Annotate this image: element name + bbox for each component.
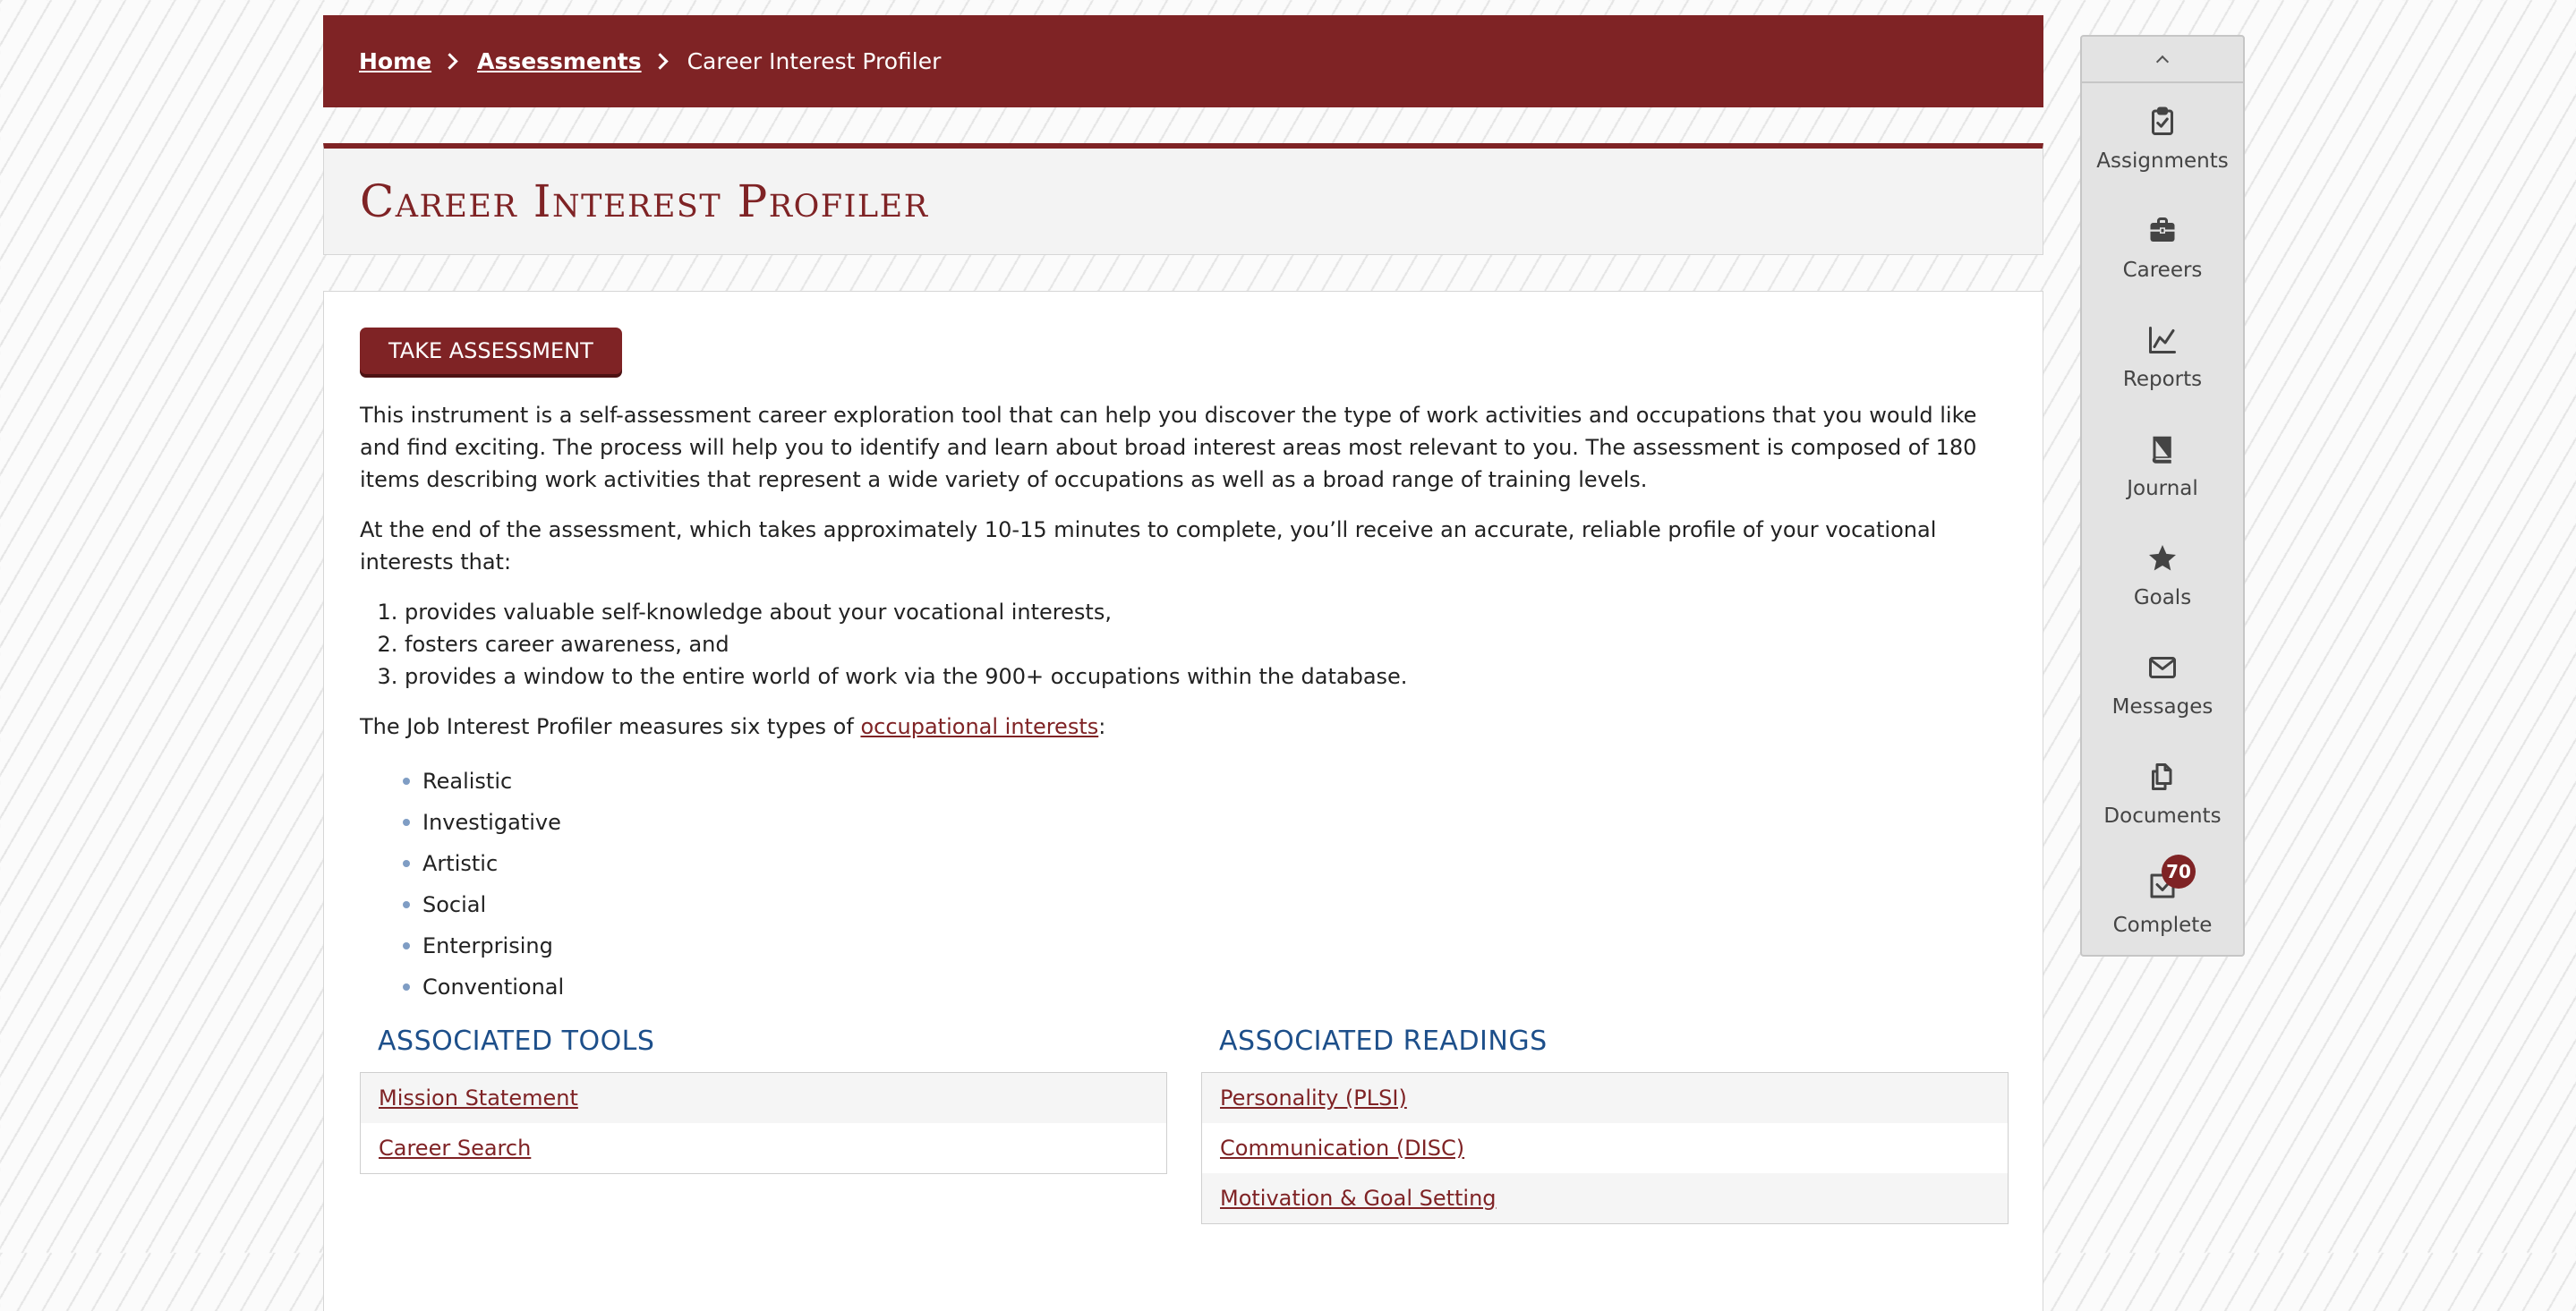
side-nav — [2080, 35, 2245, 957]
tool-link-mission-statement[interactable]: Mission Statement — [361, 1073, 1166, 1123]
chevron-right-icon — [652, 53, 668, 69]
content-panel — [323, 291, 2043, 1311]
page-title: Career Interest Profiler — [360, 175, 929, 227]
envelope-icon — [2145, 651, 2179, 685]
nav-item-journal[interactable] — [2082, 411, 2243, 520]
list-item: 2. fosters career awareness, and — [405, 628, 2007, 660]
star-icon — [2145, 541, 2179, 575]
associated-readings — [1201, 1026, 2009, 1224]
list-item: Realistic — [422, 761, 2007, 802]
breadcrumb-assessments-link[interactable]: Assessments — [477, 48, 642, 74]
nav-item-goals[interactable] — [2082, 520, 2243, 629]
main-column — [323, 15, 2043, 1311]
nav-label: Journal — [2127, 477, 2198, 500]
reading-link-motivation[interactable]: Motivation & Goal Setting — [1202, 1173, 2008, 1223]
breadcrumb — [323, 15, 2043, 107]
nav-label: Messages — [2111, 695, 2213, 719]
side-nav-collapse-button[interactable] — [2082, 37, 2243, 83]
measures-paragraph — [360, 711, 2007, 743]
associated-tools-list — [360, 1072, 1167, 1174]
list-item: 1. provides valuable self-knowledge about your vocational interests, — [405, 596, 2007, 628]
complete-count-badge: 70 — [2162, 855, 2196, 889]
associated-tools — [360, 1026, 1167, 1174]
associated-readings-heading: ASSOCIATED READINGS — [1219, 1026, 1548, 1057]
list-item: Enterprising — [422, 925, 2007, 966]
nav-label: Documents — [2103, 804, 2222, 828]
nav-item-careers[interactable] — [2082, 192, 2243, 302]
benefits-list — [360, 596, 2007, 693]
nav-item-documents[interactable] — [2082, 738, 2243, 847]
nav-item-reports[interactable] — [2082, 302, 2243, 411]
associated-tools-heading: ASSOCIATED TOOLS — [378, 1026, 655, 1057]
page-title-box — [323, 143, 2043, 255]
measures-text: The Job Interest Profiler measures six types of — [360, 714, 861, 739]
breadcrumb-current: Career Interest Profiler — [687, 48, 942, 74]
chevron-up-icon — [2156, 55, 2169, 68]
nav-label: Goals — [2133, 586, 2192, 609]
reading-link-personality[interactable]: Personality (PLSI) — [1202, 1073, 2008, 1123]
line-chart-icon — [2145, 323, 2179, 357]
nav-label: Careers — [2122, 259, 2203, 282]
nav-label: Assignments — [2096, 149, 2229, 173]
list-item: Investigative — [422, 802, 2007, 843]
tool-link-career-search[interactable]: Career Search — [361, 1123, 1166, 1173]
list-item: Conventional — [422, 966, 2007, 1008]
measures-suffix: : — [1098, 714, 1106, 739]
interest-types-list — [360, 761, 2007, 1008]
nav-item-messages[interactable] — [2082, 629, 2243, 738]
nav-item-assignments[interactable] — [2082, 83, 2243, 192]
book-icon — [2145, 432, 2179, 466]
list-item: 3. provides a window to the entire world of work via the 900+ occupations within the database. — [405, 660, 2007, 693]
clipboard-check-icon — [2145, 105, 2179, 139]
briefcase-icon — [2145, 214, 2179, 248]
nav-label: Reports — [2122, 368, 2203, 391]
chevron-right-icon — [441, 53, 457, 69]
nav-label: Complete — [2112, 914, 2213, 937]
breadcrumb-home-link[interactable]: Home — [359, 48, 432, 74]
reading-link-communication[interactable]: Communication (DISC) — [1202, 1123, 2008, 1173]
associated-readings-list — [1201, 1072, 2009, 1224]
take-assessment-button[interactable]: TAKE ASSESSMENT — [360, 328, 622, 374]
copy-icon — [2145, 760, 2179, 794]
nav-item-complete[interactable] — [2082, 847, 2243, 957]
list-item: Social — [422, 884, 2007, 925]
list-item: Artistic — [422, 843, 2007, 884]
occupational-interests-link[interactable]: occupational interests — [860, 714, 1099, 739]
check-square-icon — [2145, 861, 2191, 903]
assessment-end-paragraph: At the end of the assessment, which takes approximately 10-15 minutes to complete, you’ll receive an accurate, reliable profile of your vocational interests that: — [360, 517, 1937, 575]
intro-paragraph: This instrument is a self-assessment career exploration tool that can help you discover the type of work activities and occupations that you would like and find exciting. The process will help you to identify and learn about broad interest areas most relevant to you. The assessment is composed of 180 items describing work activities that represent a wide variety of occupations as well as a broad range of training levels. — [360, 403, 1977, 492]
